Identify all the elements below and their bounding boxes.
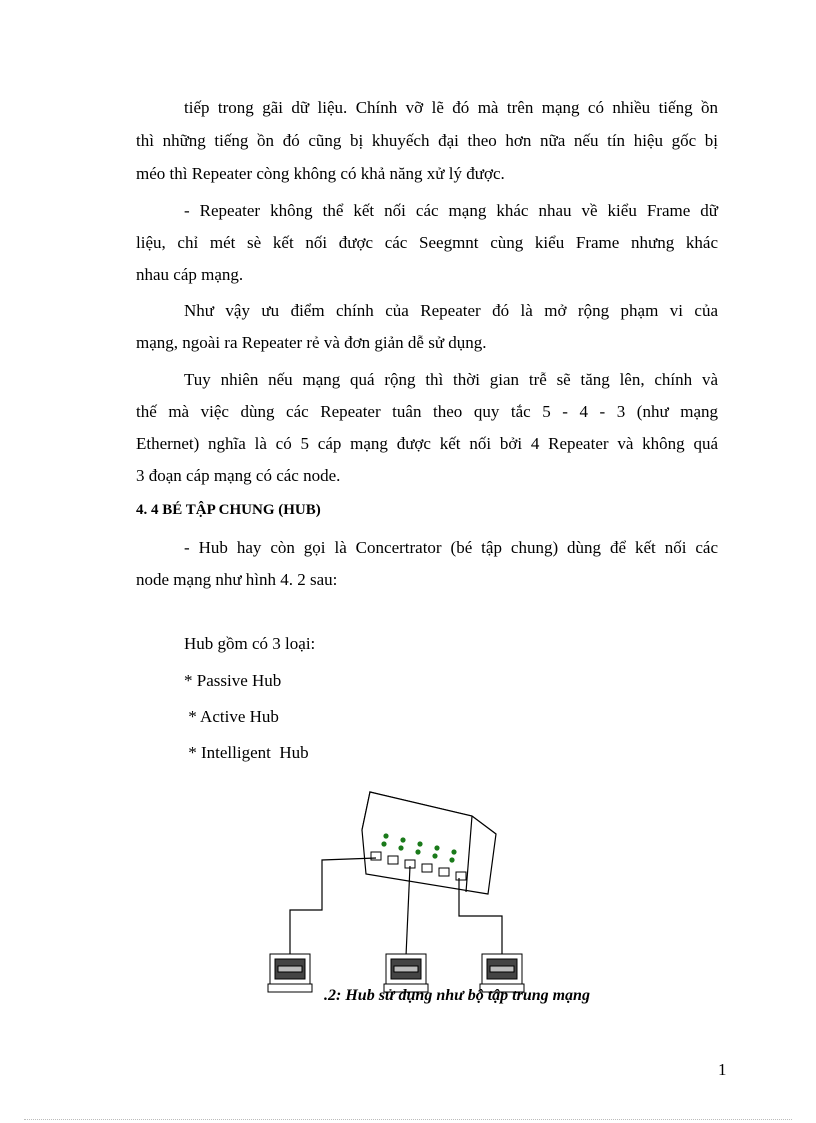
page-bottom-divider [24, 1119, 792, 1120]
text-line: node mạng như hình 4. 2 sau: [136, 570, 338, 589]
list-item: * Intelligent Hub [184, 743, 309, 762]
hub-types-intro: Hub gồm có 3 loại: [184, 634, 316, 653]
port [439, 868, 449, 876]
led [432, 853, 437, 858]
figure-caption: .2: Hub sử dụng như bộ tập trung mạng [324, 987, 590, 1004]
led [449, 857, 454, 862]
led [398, 845, 403, 850]
screen-detail [490, 966, 514, 972]
text-line: méo thì Repeater còng không có khả năng xử lý được. [136, 164, 505, 183]
text-line: Như vậy ưu điểm chính của Repeater đó là mở rộng phạm vi của [184, 301, 718, 320]
text-line: tiếp trong gãi dữ liệu. Chính vỡ lẽ đó mà trên mạng có nhiều tiếng ồn [184, 98, 718, 117]
cable [290, 858, 376, 954]
text-line: - Hub hay còn gọi là Concertrator (bé tập chung) dùng để kết nối các [184, 538, 718, 557]
port [456, 872, 466, 880]
port [371, 852, 381, 860]
led [381, 841, 386, 846]
text-line: liệu, chỉ mét sè kết nối được các Seegmnt cùng kiểu Frame nhưng khác [136, 233, 718, 252]
text-line: Tuy nhiên nếu mạng quá rộng thì thời gian trễ sẽ tăng lên, chính và [184, 370, 718, 389]
text-line: 3 đoạn cáp mạng có các node. [136, 466, 341, 485]
text-line: thì những tiếng ồn đó cũng bị khuyếch đại theo hơn nữa nếu tín hiệu gốc bị [136, 131, 718, 150]
port [422, 864, 432, 872]
led [434, 845, 439, 850]
text-line: - Repeater không thể kết nối các mạng khác nhau về kiểu Frame dữ [184, 201, 718, 220]
port [388, 856, 398, 864]
page-number: 1 [718, 1060, 727, 1079]
led [400, 837, 405, 842]
led [451, 849, 456, 854]
section-heading: 4. 4 BÉ TẬP CHUNG (HUB) [136, 502, 321, 518]
hub-network-diagram [256, 786, 656, 1016]
text-line: Ethernet) nghĩa là có 5 cáp mạng được kết nối bởi 4 Repeater và không quá [136, 434, 718, 453]
text-line: nhau cáp mạng. [136, 265, 244, 284]
text-line: thế mà việc dùng các Repeater tuân theo quy tắc 5 - 4 - 3 (như mạng [136, 402, 718, 421]
screen-detail [278, 966, 302, 972]
list-item: * Passive Hub [184, 671, 282, 690]
text-line: mạng, ngoài ra Repeater rẻ và đơn giản dễ sử dụng. [136, 333, 487, 352]
led [415, 849, 420, 854]
list-item: * Active Hub [184, 707, 279, 726]
led [383, 833, 388, 838]
screen-detail [394, 966, 418, 972]
led [417, 841, 422, 846]
